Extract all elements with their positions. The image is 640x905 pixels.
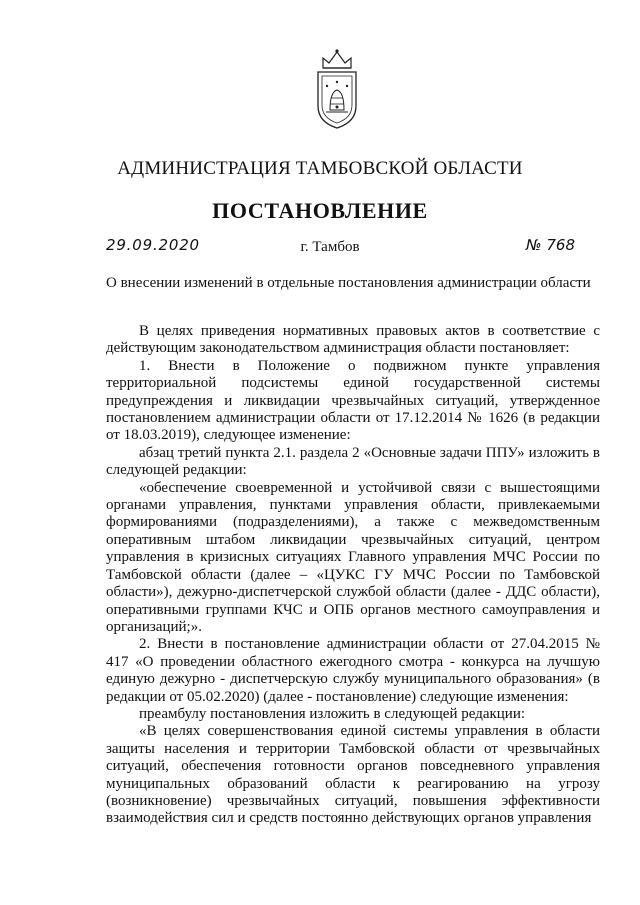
document-number: № 768 (526, 236, 575, 254)
organization-name: АДМИНИСТРАЦИЯ ТАМБОВСКОЙ ОБЛАСТИ (117, 158, 523, 179)
paragraph-item-1: 1. Внести в Положение о подвижном пункте управления территориальной подсистемы единой государственной системы предупреждения и ликвидации чрезвычайных ситуаций, утвержденное постановлением администрации области от 17.12.2014 № 1626 (в редакции от 18.03.2019), следующее изменение: (106, 357, 600, 444)
paragraph-item-2: 2. Внести в постановление администрации области от 27.04.2015 № 417 «О проведении областного ежегодного смотра - конкурса на лучшую единую дежурно - диспетчерскую службу муниципального образования» (в редакции от 05.02.2020) (далее - постановление) следующие изменения: (106, 636, 600, 705)
document-body (106, 323, 600, 828)
paragraph-item-2-quote: «В целях совершенствования единой системы управления в области защиты населения и территории Тамбовской области от чрезвычайных ситуаций, обеспечения готовности органов повседневного управления муниципальных образований области к реагированию на угрозу (возникновение) чрезвычайных ситуаций, повышения эффективности взаимодействия сил и средств постоянно действующих органов управления (106, 723, 600, 827)
document-subject: О внесении изменений в отдельные постановления администрации области (106, 275, 591, 291)
document-date: 29.09.2020 (106, 236, 200, 254)
paragraph-preamble: В целях приведения нормативных правовых актов в соответствие с действующим законодательством администрация области постановляет: (106, 323, 600, 357)
document-city: г. Тамбов (300, 239, 360, 255)
paragraph-item-1-quote: «обеспечение своевременной и устойчивой связи с вышестоящими органами управления, пунктами управления области, привлекаемыми формированиями (подразделениями), а также с межведомственным оперативным штабом ликвидации чрезвычайных ситуаций, центром управления в кризисных ситуациях Главного управления МЧС России по Тамбовской области (далее – «ЦУКС ГУ МЧС России по Тамбовской области»), дежурно-диспетчерской службой области (далее - ДДС области), оперативными группами КЧС и ОПБ органов местного самоуправления и организаций;». (106, 479, 600, 635)
paragraph-item-1-instruction: абзац третий пункта 2.1. раздела 2 «Основные задачи ППУ» изложить в следующей редакции: (106, 444, 600, 479)
coat-of-arms-icon (314, 48, 360, 130)
paragraph-item-2-instruction: преамбулу постановления изложить в следующей редакции: (139, 705, 526, 722)
document-type: ПОСТАНОВЛЕНИЕ (212, 198, 428, 223)
